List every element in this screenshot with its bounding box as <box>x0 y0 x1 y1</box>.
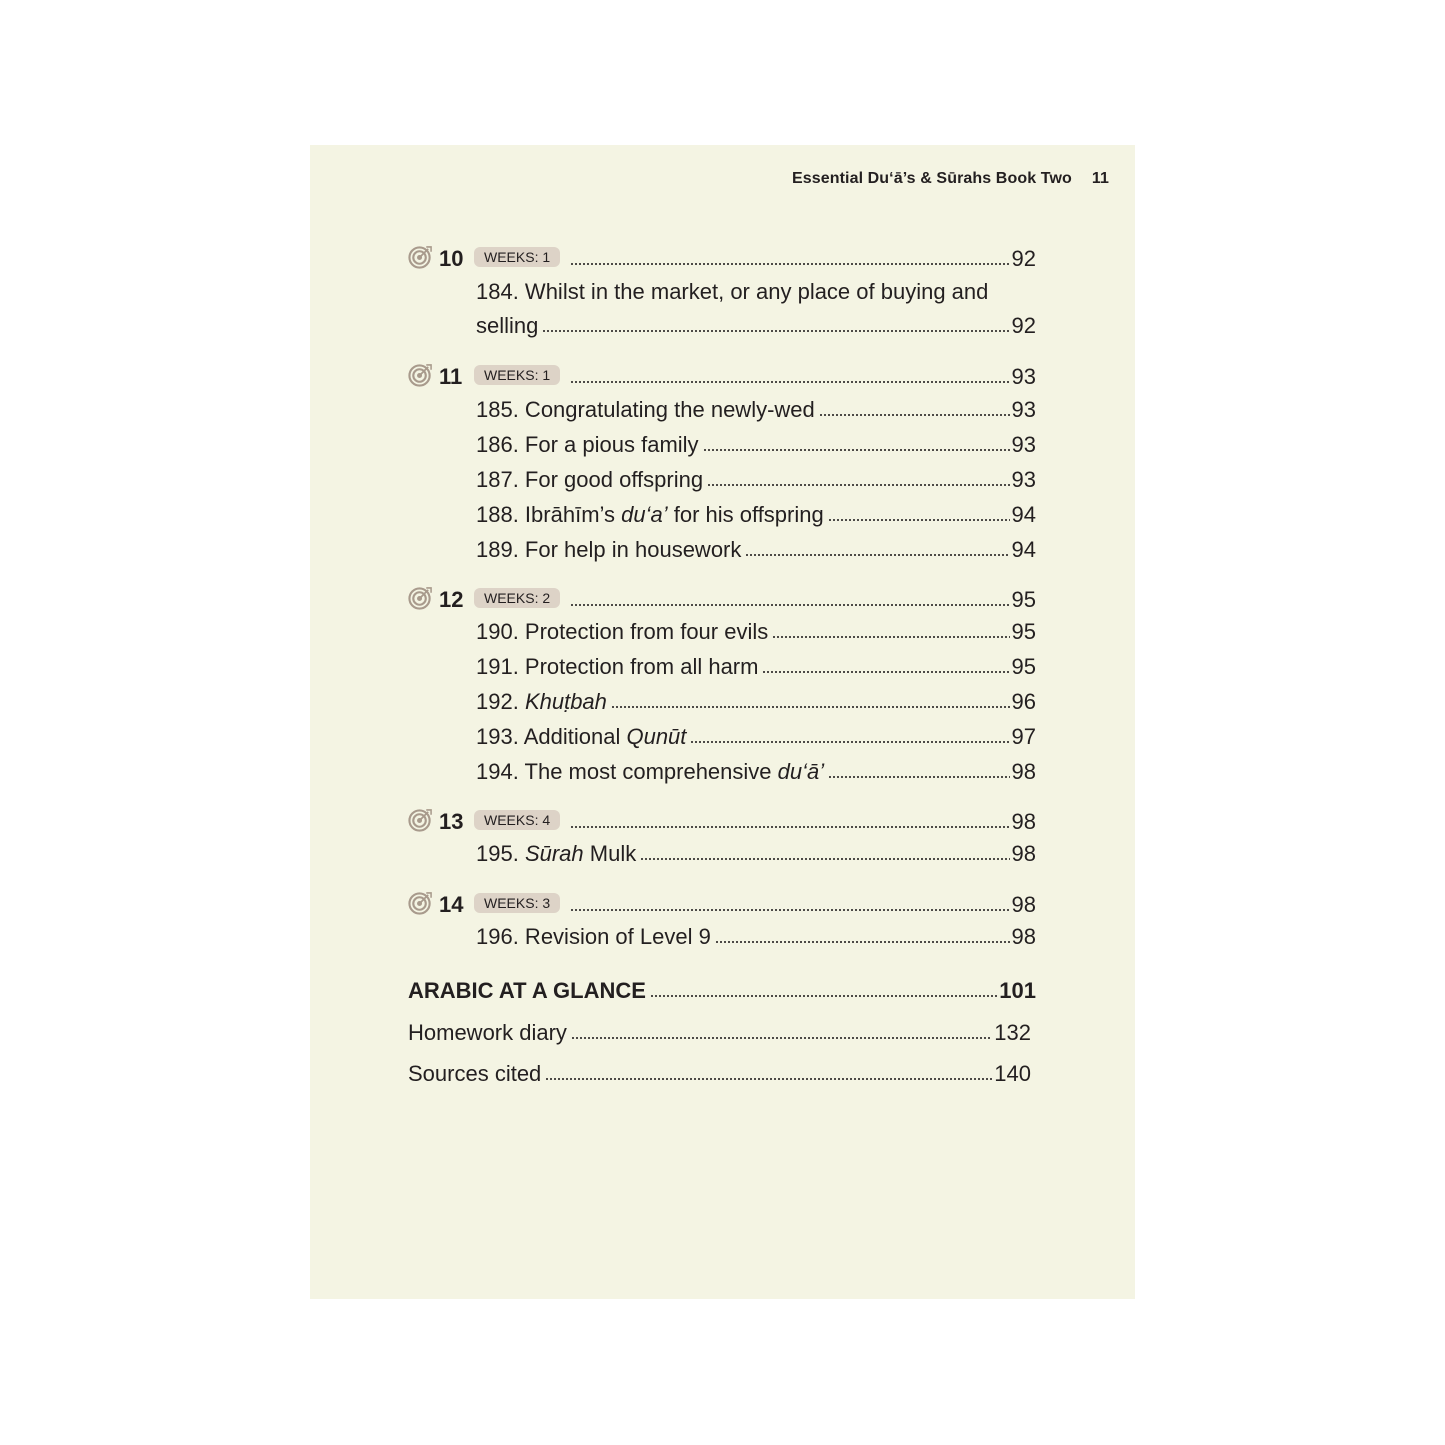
dot-leader <box>828 519 1010 521</box>
dot-leader <box>571 1037 992 1039</box>
entry-label: Sources cited <box>408 1061 542 1086</box>
page-number: 93 <box>1011 467 1036 492</box>
dot-leader <box>690 741 1009 743</box>
entry-label: 190. Protection from four evils <box>476 619 769 644</box>
entry-label: ARABIC AT A GLANCE <box>408 978 646 1003</box>
dot-leader <box>715 941 1010 943</box>
toc-entry-187[interactable] <box>476 466 1036 494</box>
toc-entry-196[interactable] <box>476 923 1036 951</box>
page-number: 95 <box>1011 619 1036 644</box>
page-number: 98 <box>1011 809 1036 834</box>
toc-entry-184-line1[interactable]: 184. Whilst in the market, or any place of buying and <box>476 279 989 304</box>
page-number: 98 <box>1011 841 1036 866</box>
lesson-heading-12[interactable] <box>408 586 1036 614</box>
page-number: 140 <box>994 1061 1031 1086</box>
target-icon <box>408 891 433 916</box>
toc-entry-190[interactable] <box>476 618 1036 646</box>
page-number: 132 <box>994 1020 1031 1045</box>
toc-entry-194[interactable] <box>476 758 1036 786</box>
dot-leader <box>611 706 1010 708</box>
dot-leader <box>570 826 1009 828</box>
dot-leader <box>650 995 997 997</box>
lesson-number: 14 <box>439 892 464 917</box>
book-page <box>310 145 1135 1299</box>
lesson-number: 12 <box>439 587 464 612</box>
running-head-title: Essential Du‘ā’s & Sūrahs Book Two <box>791 170 1072 187</box>
page-number: 93 <box>1011 364 1036 389</box>
dot-leader <box>640 858 1009 860</box>
lesson-heading-11[interactable] <box>408 363 1036 391</box>
dot-leader <box>745 554 1009 556</box>
page-number: 94 <box>1011 537 1036 562</box>
target-icon <box>408 808 433 833</box>
toc-entry-191[interactable] <box>476 653 1036 681</box>
entry-label: selling <box>476 313 539 338</box>
lesson-heading-10[interactable] <box>408 245 1036 273</box>
dot-leader <box>570 604 1009 606</box>
toc-sources-cited[interactable] <box>408 1060 1031 1088</box>
running-head-page-number: 11 <box>1091 170 1109 187</box>
lesson-number: 13 <box>439 809 464 834</box>
toc-entry-186[interactable] <box>476 431 1036 459</box>
page-number: 92 <box>1011 313 1036 338</box>
entry-label: 189. For help in housework <box>476 537 742 562</box>
toc-entry-195[interactable] <box>476 840 1036 868</box>
entry-label: 193. Additional Qunūt <box>476 724 687 749</box>
running-head <box>792 170 1109 188</box>
weeks-badge: WEEKS: 4 <box>474 810 560 830</box>
dot-leader <box>570 381 1009 383</box>
entry-label: 191. Protection from all harm <box>476 654 759 679</box>
toc-entry-184[interactable] <box>476 312 1036 340</box>
toc-homework-diary[interactable] <box>408 1019 1031 1047</box>
page-number: 93 <box>1011 397 1036 422</box>
dot-leader <box>545 1078 992 1080</box>
lesson-number: 10 <box>439 246 464 271</box>
toc-entry-185[interactable] <box>476 396 1036 424</box>
page-number: 101 <box>999 978 1036 1003</box>
lesson-number: 11 <box>439 364 463 389</box>
dot-leader <box>828 776 1009 778</box>
weeks-badge: WEEKS: 3 <box>474 893 560 913</box>
dot-leader <box>762 671 1009 673</box>
toc-entry-192[interactable] <box>476 688 1036 716</box>
target-icon <box>408 363 433 388</box>
entry-label: 196. Revision of Level 9 <box>476 924 711 949</box>
weeks-badge: WEEKS: 1 <box>474 365 560 385</box>
entry-label: 185. Congratulating the newly-wed <box>476 397 815 422</box>
entry-label: 194. The most comprehensive du‘ā’ <box>476 759 825 784</box>
dot-leader <box>707 484 1009 486</box>
target-icon <box>408 586 433 611</box>
page-number: 96 <box>1011 689 1036 714</box>
page-number: 95 <box>1011 587 1036 612</box>
toc-entry-193[interactable] <box>476 723 1036 751</box>
page-number: 94 <box>1011 502 1036 527</box>
entry-label: 188. Ibrāhīm’s du‘a’ for his offspring <box>476 502 824 527</box>
toc-arabic-at-a-glance[interactable] <box>408 977 1036 1005</box>
entry-label: 186. For a pious family <box>476 432 699 457</box>
page-number: 95 <box>1011 654 1036 679</box>
entry-label: 192. Khuṭbah <box>476 689 607 714</box>
page-number: 98 <box>1011 892 1036 917</box>
lesson-heading-14[interactable] <box>408 891 1036 919</box>
dot-leader <box>570 909 1009 911</box>
page-number: 93 <box>1011 432 1036 457</box>
dot-leader <box>570 263 1009 265</box>
dot-leader <box>819 414 1010 416</box>
target-icon <box>408 245 433 270</box>
entry-label: 195. Sūrah Mulk <box>476 841 637 866</box>
lesson-heading-13[interactable] <box>408 808 1036 836</box>
dot-leader <box>703 449 1010 451</box>
weeks-badge: WEEKS: 1 <box>474 247 560 267</box>
dot-leader <box>542 330 1009 332</box>
weeks-badge: WEEKS: 2 <box>474 588 560 608</box>
page-number: 92 <box>1011 246 1036 271</box>
page-number: 98 <box>1011 924 1036 949</box>
page-number: 98 <box>1011 759 1036 784</box>
entry-label: 187. For good offspring <box>476 467 704 492</box>
toc-entry-188[interactable] <box>476 501 1036 529</box>
dot-leader <box>772 636 1009 638</box>
toc-entry-189[interactable] <box>476 536 1036 564</box>
entry-label: Homework diary <box>408 1020 567 1045</box>
page-number: 97 <box>1011 724 1036 749</box>
